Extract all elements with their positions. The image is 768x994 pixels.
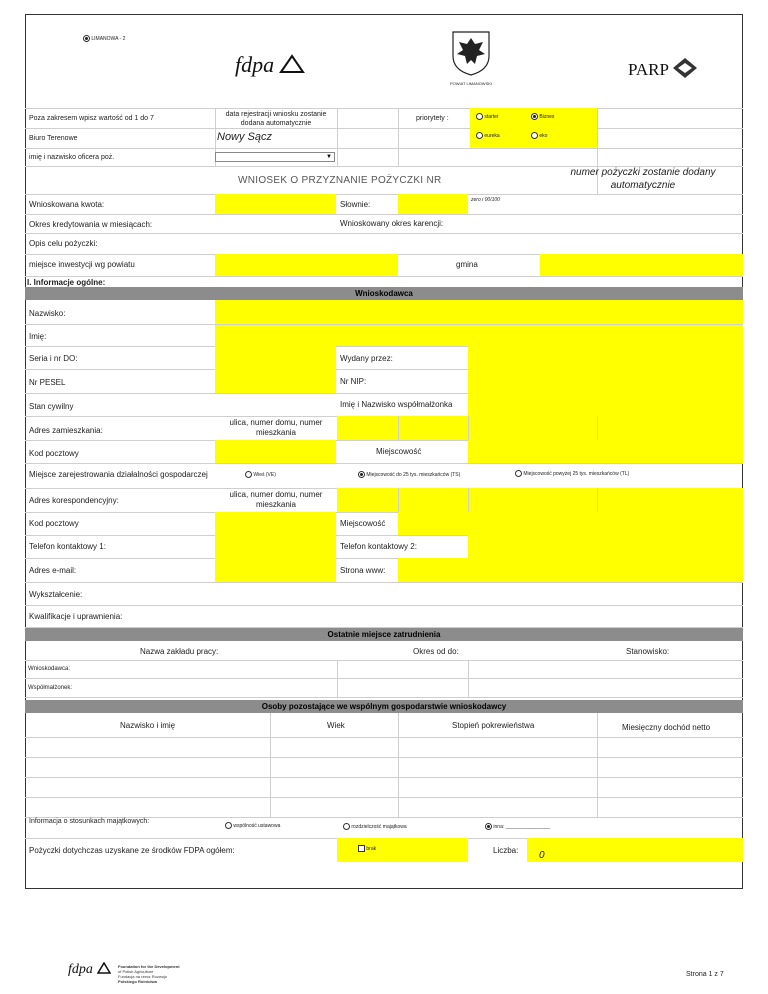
radio-pow25[interactable]: Miejscowość powyżej 25 tys. mieszkańców (TL) — [515, 470, 629, 477]
oficer-dropdown[interactable] — [215, 152, 335, 162]
radio-on-icon — [531, 113, 538, 120]
label-kwota: Wnioskowana kwota: — [29, 200, 105, 209]
col-stanowisko: Stanowisko: — [626, 647, 670, 656]
checkbox-brak[interactable]: brak — [358, 845, 376, 852]
gmina-input[interactable] — [540, 254, 743, 276]
label-imie: Imię: — [29, 332, 47, 341]
powiat-crest: POWIAT LIMANOWSKI — [440, 30, 502, 86]
kod2-input[interactable] — [215, 512, 336, 535]
radio-inna[interactable]: inna: ________________ — [485, 823, 550, 830]
label-okres: Okres kredytowania w miesiącach: — [29, 220, 153, 229]
wydany-input[interactable] — [468, 346, 743, 369]
label-wydany: Wydany przez: — [340, 354, 393, 363]
label-slownie: Słownie: — [340, 200, 371, 209]
label-data-rejestracji: data rejestracji wniosku zostanie dodana automatycznie — [225, 111, 327, 127]
col-stopien: Stopień pokrewieństwa — [452, 721, 535, 730]
label-nazwisko: Nazwisko: — [29, 309, 66, 318]
radio-wies[interactable]: Wieś (VE) — [245, 471, 276, 478]
label-ulica: ulica, numer domu, numer mieszkania — [229, 418, 323, 437]
col-okres: Okres od do: — [413, 647, 459, 656]
label-liczba: Liczba: — [493, 846, 519, 855]
malzonek-input[interactable] — [468, 393, 743, 416]
liczba-input[interactable] — [527, 838, 743, 862]
imie-input[interactable] — [215, 324, 743, 346]
label-miejsce-rej: Miejsce zarejestrowania działalności gospodarczej — [29, 470, 208, 479]
label-poza-zakresem: Poza zakresem wpisz wartość od 1 do 7 — [29, 115, 154, 122]
biuro-value[interactable]: Nowy Sącz — [217, 131, 273, 143]
zero-note: zero i 00/100 — [471, 197, 500, 203]
radio-off-icon — [245, 471, 252, 478]
radio-off-icon — [515, 470, 522, 477]
page-title: WNIOSEK O PRZYZNANIE POŻYCZKI NR — [238, 175, 442, 186]
label-miejsce: miejsce inwestycji wg powiatu — [29, 260, 135, 269]
label-kod2: Kod pocztowy — [29, 519, 79, 528]
footer-org: Foundation for the Development of Polish Agriculture Fundacja na rzecz Rozwoju Polskiego Rolnictwa — [118, 964, 180, 984]
radio-off-icon — [531, 132, 538, 139]
wnioskodawca-header: Wnioskodawca — [25, 287, 743, 300]
label-www: Strona www: — [340, 566, 386, 575]
miejscowosc-input[interactable] — [468, 440, 743, 463]
radio-rozdzielnosc[interactable]: rozdzielczość majątkowa — [343, 823, 407, 830]
label-adres-zam: Adres zamieszkania: — [29, 426, 103, 435]
radio-eureka[interactable]: eureka — [476, 132, 500, 139]
radio-starter[interactable]: starter — [476, 113, 499, 120]
section-title: I. Informacje ogólne: — [27, 278, 106, 287]
label-stan: Stan cywilny — [29, 402, 74, 411]
seria-input[interactable] — [215, 346, 336, 369]
radio-on-icon — [358, 471, 365, 478]
label-ulica2: ulica, numer domu, numer mieszkania — [229, 490, 323, 509]
label-oficer: imię i nazwisko oficera poż. — [29, 154, 115, 161]
miejsce-input[interactable] — [215, 254, 398, 276]
radio-on-icon — [83, 35, 90, 42]
label-email: Adres e-mail: — [29, 566, 77, 575]
label-kod: Kod pocztowy — [29, 449, 79, 458]
brak-box — [337, 838, 468, 862]
label-biuro: Biuro Terenowe — [29, 135, 78, 142]
numer-note: numer pożyczki zostanie dodany automatycznie — [570, 167, 716, 191]
employment-header: Ostatnie miejsce zatrudnienia — [25, 628, 743, 641]
email-input[interactable] — [215, 558, 336, 582]
nip-input[interactable] — [468, 369, 743, 393]
col-dochod: Miesięczny dochód netto — [622, 723, 711, 732]
label-miejscowosc2: Miejscowość — [340, 519, 386, 528]
label-wyksztalcenie: Wykształcenie: — [29, 590, 83, 599]
label-gmina: gmina — [456, 260, 478, 269]
page-number: Strona 1 z 7 — [686, 971, 724, 978]
kod-input[interactable] — [215, 440, 336, 463]
label-stosunki: Informacja o stosunkach majątkowych: — [29, 818, 150, 825]
www-input[interactable] — [398, 558, 743, 582]
fdpa-logo: fdpa — [235, 52, 305, 78]
checkbox-icon — [358, 845, 365, 852]
label-tel2: Telefon kontaktowy 2: — [340, 542, 417, 551]
col-nazwa: Nazwa zakładu pracy: — [140, 647, 219, 656]
radio-off-icon — [343, 823, 350, 830]
label-pesel: Nr PESEL — [29, 378, 66, 387]
row-wspolmalzonek: Współmałżonek: — [28, 685, 73, 691]
label-miejscowosc: Miejscowość — [376, 447, 422, 456]
triangle-logo-icon — [97, 962, 111, 974]
label-karencja: Wnioskowany okres karencji: — [340, 219, 444, 228]
triangle-logo-icon — [279, 54, 305, 74]
pesel-input[interactable] — [215, 369, 336, 393]
nazwisko-input[interactable] — [215, 300, 743, 324]
radio-eko[interactable]: eko — [531, 132, 547, 139]
slownie-input[interactable] — [398, 194, 468, 214]
radio-off-icon — [476, 132, 483, 139]
col-nazwisko-imie: Nazwisko i imię — [120, 721, 176, 730]
label-nip: Nr NIP: — [340, 377, 367, 386]
row-wnioskodawca: Wnioskodawca: — [28, 666, 71, 672]
radio-off-icon — [225, 822, 232, 829]
eagle-crest-icon — [449, 30, 493, 76]
parp-logo: PARP — [628, 58, 697, 80]
radio-biznes[interactable]: Biznes — [531, 113, 554, 120]
label-kwalifikacje: Kwalifikacje i uprawnienia: — [29, 612, 123, 621]
radio-off-icon — [476, 113, 483, 120]
tel2-input[interactable] — [468, 535, 743, 558]
label-malzonek: Imię i Nazwisko współmałżonka — [340, 400, 453, 409]
label-pozyczki: Pożyczki dotychczas uzyskane ze środków FDPA ogółem: — [29, 846, 235, 855]
kwota-input[interactable] — [215, 194, 336, 214]
label-priorytety: priorytety : — [416, 115, 449, 122]
label-seria: Seria i nr DO: — [29, 354, 78, 363]
radio-wspolnosc[interactable]: wspólność ustawowa — [225, 822, 280, 829]
label-tel1: Telefon kontaktowy 1: — [29, 542, 106, 551]
radio-limanowa[interactable]: LIMANOWA - 2 — [83, 35, 125, 42]
tel1-input[interactable] — [215, 535, 336, 558]
col-wiek: Wiek — [327, 721, 345, 730]
label-opis: Opis celu pożyczki: — [29, 239, 98, 248]
household-header: Osoby pozostające we wspólnym gospodarstwie wnioskodawcy — [25, 700, 743, 713]
radio-do25[interactable]: Miejscowość do 25 tys. mieszkańców (TS) — [358, 471, 460, 478]
footer-logo: fdpa — [68, 960, 111, 978]
chevron-down-icon: ▼ — [326, 154, 332, 160]
parp-arrows-icon — [673, 58, 697, 78]
radio-on-icon — [485, 823, 492, 830]
miejscowosc2-input[interactable] — [398, 512, 743, 535]
liczba-value[interactable]: 0 — [539, 850, 545, 861]
label-adres-kor: Adres korespondencyjny: — [29, 496, 119, 505]
